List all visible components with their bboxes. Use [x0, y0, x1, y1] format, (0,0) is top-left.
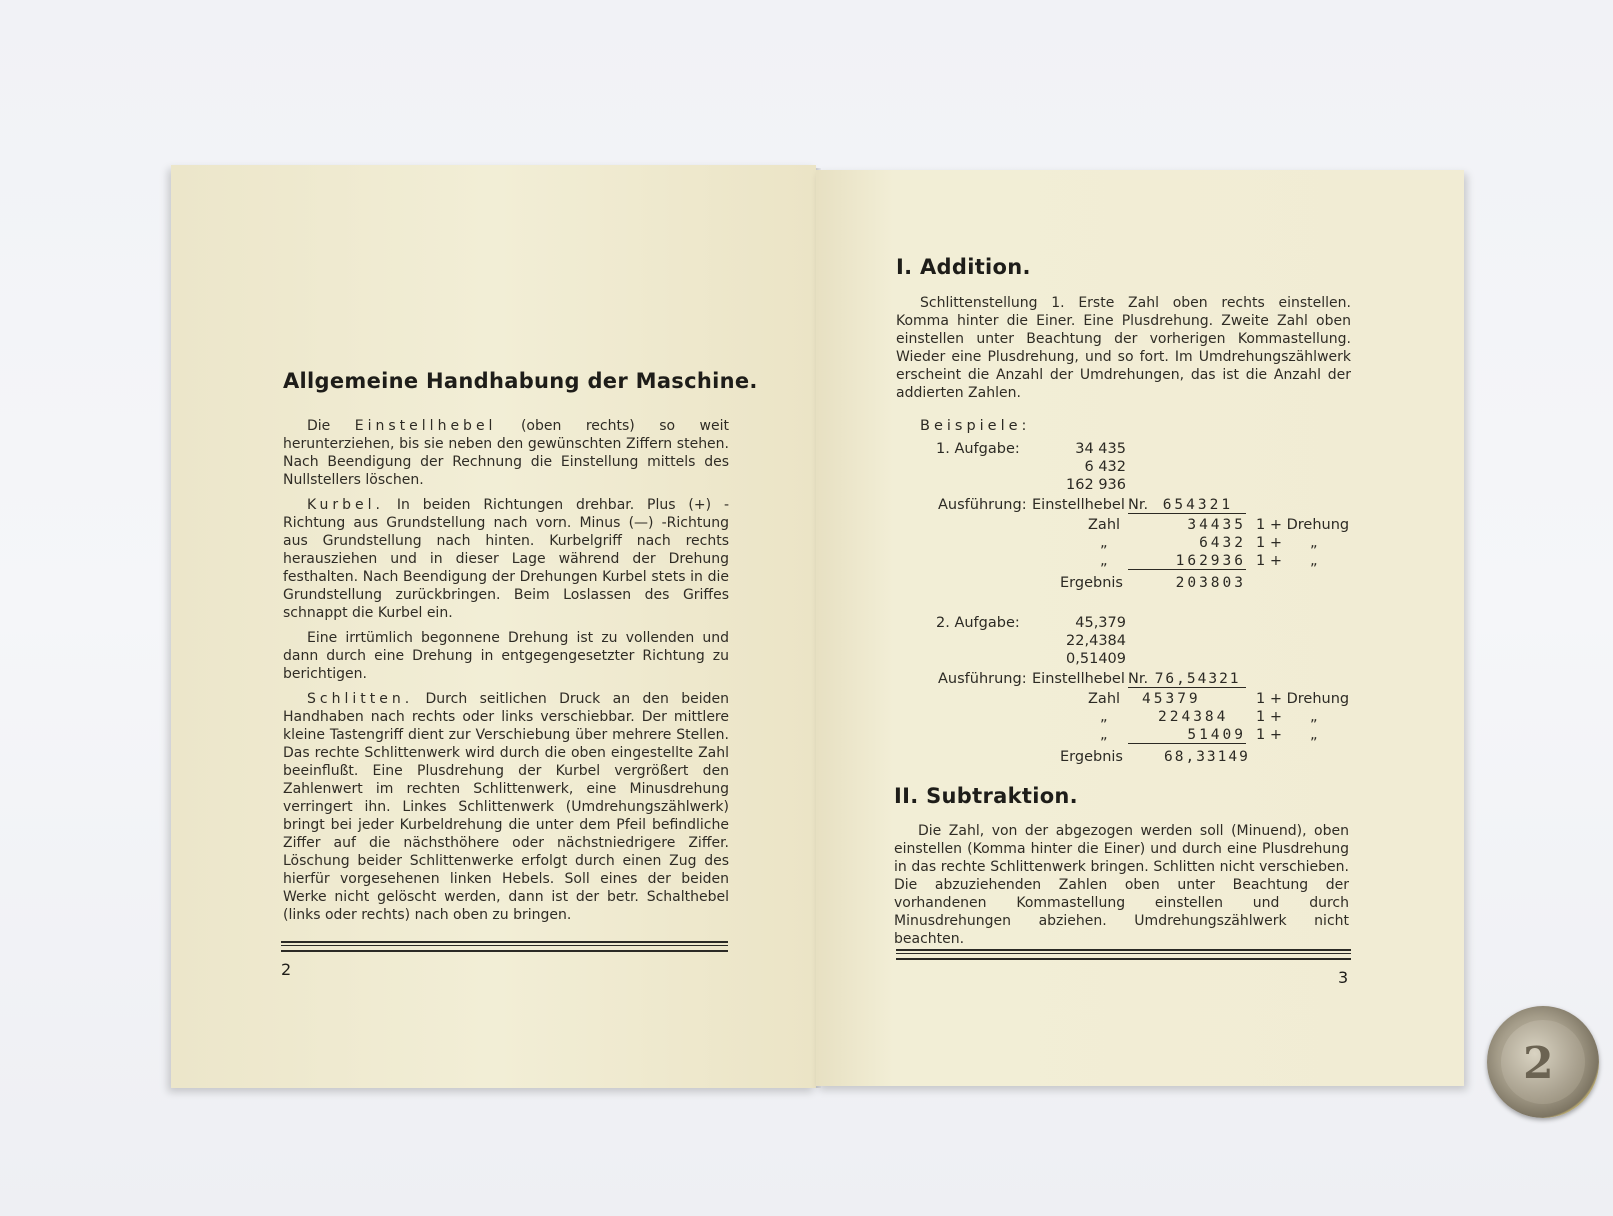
aufgabe-2-number: 22,4384	[1066, 633, 1126, 649]
nr-digits: 654321	[1162, 497, 1234, 513]
page-number: 2	[281, 960, 292, 979]
double-rule	[896, 949, 1351, 960]
calc-row: 6432	[1199, 535, 1246, 551]
paragraph-lead: Einstellhebel	[354, 418, 497, 434]
zahl-label: Zahl	[1088, 691, 1121, 707]
beispiele-label: Beispiele:	[920, 418, 1031, 434]
calc-row: 45379	[1142, 691, 1201, 707]
page-number: 3	[1338, 968, 1349, 987]
nr-header	[1128, 671, 1246, 688]
zahl-label: Zahl	[1088, 517, 1121, 533]
ditto-mark: „	[1100, 553, 1108, 569]
ergebnis-label: Ergebnis	[1060, 575, 1123, 591]
calc-result: 68,33149	[1164, 749, 1250, 765]
aufgabe-1-label: 1. Aufgabe:	[936, 441, 1020, 457]
ditto-mark: „	[1310, 727, 1318, 743]
ditto-mark: „	[1310, 553, 1318, 569]
addition-text	[896, 294, 1351, 409]
addition-paragraph: Schlittenstellung 1. Erste Zahl oben rechts einstellen. Komma hinter die Einer. Eine Plusdrehung. Zweite Zahl oben einstellen unter Beachtung der vorherigen Kommastellung. Wieder eine Plusdrehung, und so fort. Im Umdrehungszählwerk erscheint die Anzahl der Umdrehungen, das ist die Anzahl der addierten Zahlen.	[896, 295, 1351, 401]
nr-label: Nr.	[1128, 671, 1149, 687]
subtraktion-paragraph: Die Zahl, von der abgezogen werden soll (Minuend), oben einstellen (Komma hinter die Einer) und durch eine Plusdrehung in das rechte Schlittenwerk bringen. Schlitten nicht verschieben. Die abzuziehenden Zahlen oben unter Beachtung der vorhandenen Kommastellung einstellen und durch Minusdrehungen abziehen. Umdrehungszählwerk nicht beachten.	[894, 823, 1349, 947]
subtraktion-text	[894, 822, 1349, 955]
section-heading-subtraktion: II. Subtraktion.	[894, 784, 1078, 808]
page-heading: Allgemeine Handhabung der Maschine.	[283, 369, 758, 393]
calc-row: 51409	[1128, 727, 1246, 744]
section-heading-addition: I. Addition.	[896, 255, 1031, 279]
calc-row: 224384	[1158, 709, 1229, 725]
ditto-mark: „	[1310, 709, 1318, 725]
ditto-mark: „	[1100, 727, 1108, 743]
coin-denomination: 2	[1523, 1038, 1554, 1089]
aufgabe-2-number: 45,379	[1075, 615, 1126, 631]
count-label: 1 +	[1256, 553, 1282, 569]
calc-result: 203803	[1175, 575, 1246, 591]
nr-digits: 76,54321	[1154, 671, 1241, 687]
aufgabe-1-number: 6 432	[1084, 459, 1126, 475]
einstellhebel-label: Einstellhebel	[1032, 671, 1125, 687]
paragraph-text: In beiden Richtungen drehbar. Plus (+) -Richtung aus Grundstellung nach vorn. Minus (—) -Richtung aus Grundstellung nach hinten. Kurbelgriff nach rechts herausziehen und in dieser Lage während der Drehung festhalten. Nach Beendigung der Drehungen Kurbel stets in die Grundstellung zurückbringen. Beim Loslassen des Griffes schnappt die Kurbel ein.	[283, 497, 729, 621]
ergebnis-label: Ergebnis	[1060, 749, 1123, 765]
einstellhebel-label: Einstellhebel	[1032, 497, 1125, 513]
left-body-text	[283, 417, 729, 931]
paragraph-lead: Kurbel.	[307, 497, 384, 513]
count-label: 1 + Drehung	[1256, 691, 1350, 707]
left-page	[171, 165, 816, 1088]
paragraph-kurbel	[283, 496, 729, 622]
aufgabe-2-number: 0,51409	[1066, 651, 1126, 667]
double-rule	[281, 941, 728, 952]
nr-label: Nr.	[1128, 497, 1149, 513]
paragraph-schlitten	[283, 690, 729, 924]
calc-row: 34435	[1187, 517, 1246, 533]
ditto-mark: „	[1100, 535, 1108, 551]
ditto-mark: „	[1100, 709, 1108, 725]
paragraph-drehung	[283, 629, 729, 683]
aufgabe-2-label: 2. Aufgabe:	[936, 615, 1020, 631]
aufgabe-1-number: 162 936	[1066, 477, 1126, 493]
paragraph-text: Durch seitlichen Druck an den beiden Handhaben nach rechts oder links verschiebbar. Der mittlere kleine Tastengriff dient zur Verschiebung über mehrere Stellen. Das rechte Schlittenwerk wird durch die oben eingestellte Zahl beeinflußt. Eine Plusdrehung der Kurbel vergrößert den Zahlenwert im rechten Schlittenwerk, eine Minusdrehung verringert ihn. Linkes Schlittenwerk (Umdrehungszählwerk) bringt bei jeder Kurbeldrehung die unter dem Pfeil befindliche Ziffer auf die nächsthöhere oder nächstniedrigere Ziffer. Löschung beider Schlittenwerke erfolgt durch einen Zug des hierfür vorgesehenen linken Hebels. Soll eines der beiden Werke nicht gelöscht werden, dann ist der betr. Schalthebel (links oder rechts) nach oben zu bringen.	[283, 691, 729, 923]
coin-center	[1501, 1020, 1585, 1104]
paragraph-einstellhebel	[283, 417, 729, 489]
count-label: 1 +	[1256, 727, 1282, 743]
count-label: 1 + Drehung	[1256, 517, 1350, 533]
ausfuehrung-label: Ausführung:	[938, 671, 1027, 687]
paragraph-lead: Schlitten.	[307, 691, 414, 707]
nr-header	[1128, 497, 1246, 514]
calc-row: 162936	[1128, 553, 1246, 570]
paragraph-text: Eine irrtümlich begonnene Drehung ist zu vollenden und dann durch eine Drehung in entgegengesetzter Richtung zu berichtigen.	[283, 630, 729, 682]
ditto-mark: „	[1310, 535, 1318, 551]
paragraph-pre: Die	[307, 418, 355, 434]
ausfuehrung-label: Ausführung:	[938, 497, 1027, 513]
euro-coin	[1487, 1006, 1599, 1118]
aufgabe-1-number: 34 435	[1075, 441, 1126, 457]
right-page	[816, 170, 1464, 1086]
count-label: 1 +	[1256, 709, 1282, 725]
count-label: 1 +	[1256, 535, 1282, 551]
paragraph-text: (oben rechts) so weit herunterziehen, bis sie neben den gewünschten Ziffern stehen. Nach Beendigung der Rechnung die Einstellung mittels des Nullstellers löschen.	[283, 418, 729, 488]
